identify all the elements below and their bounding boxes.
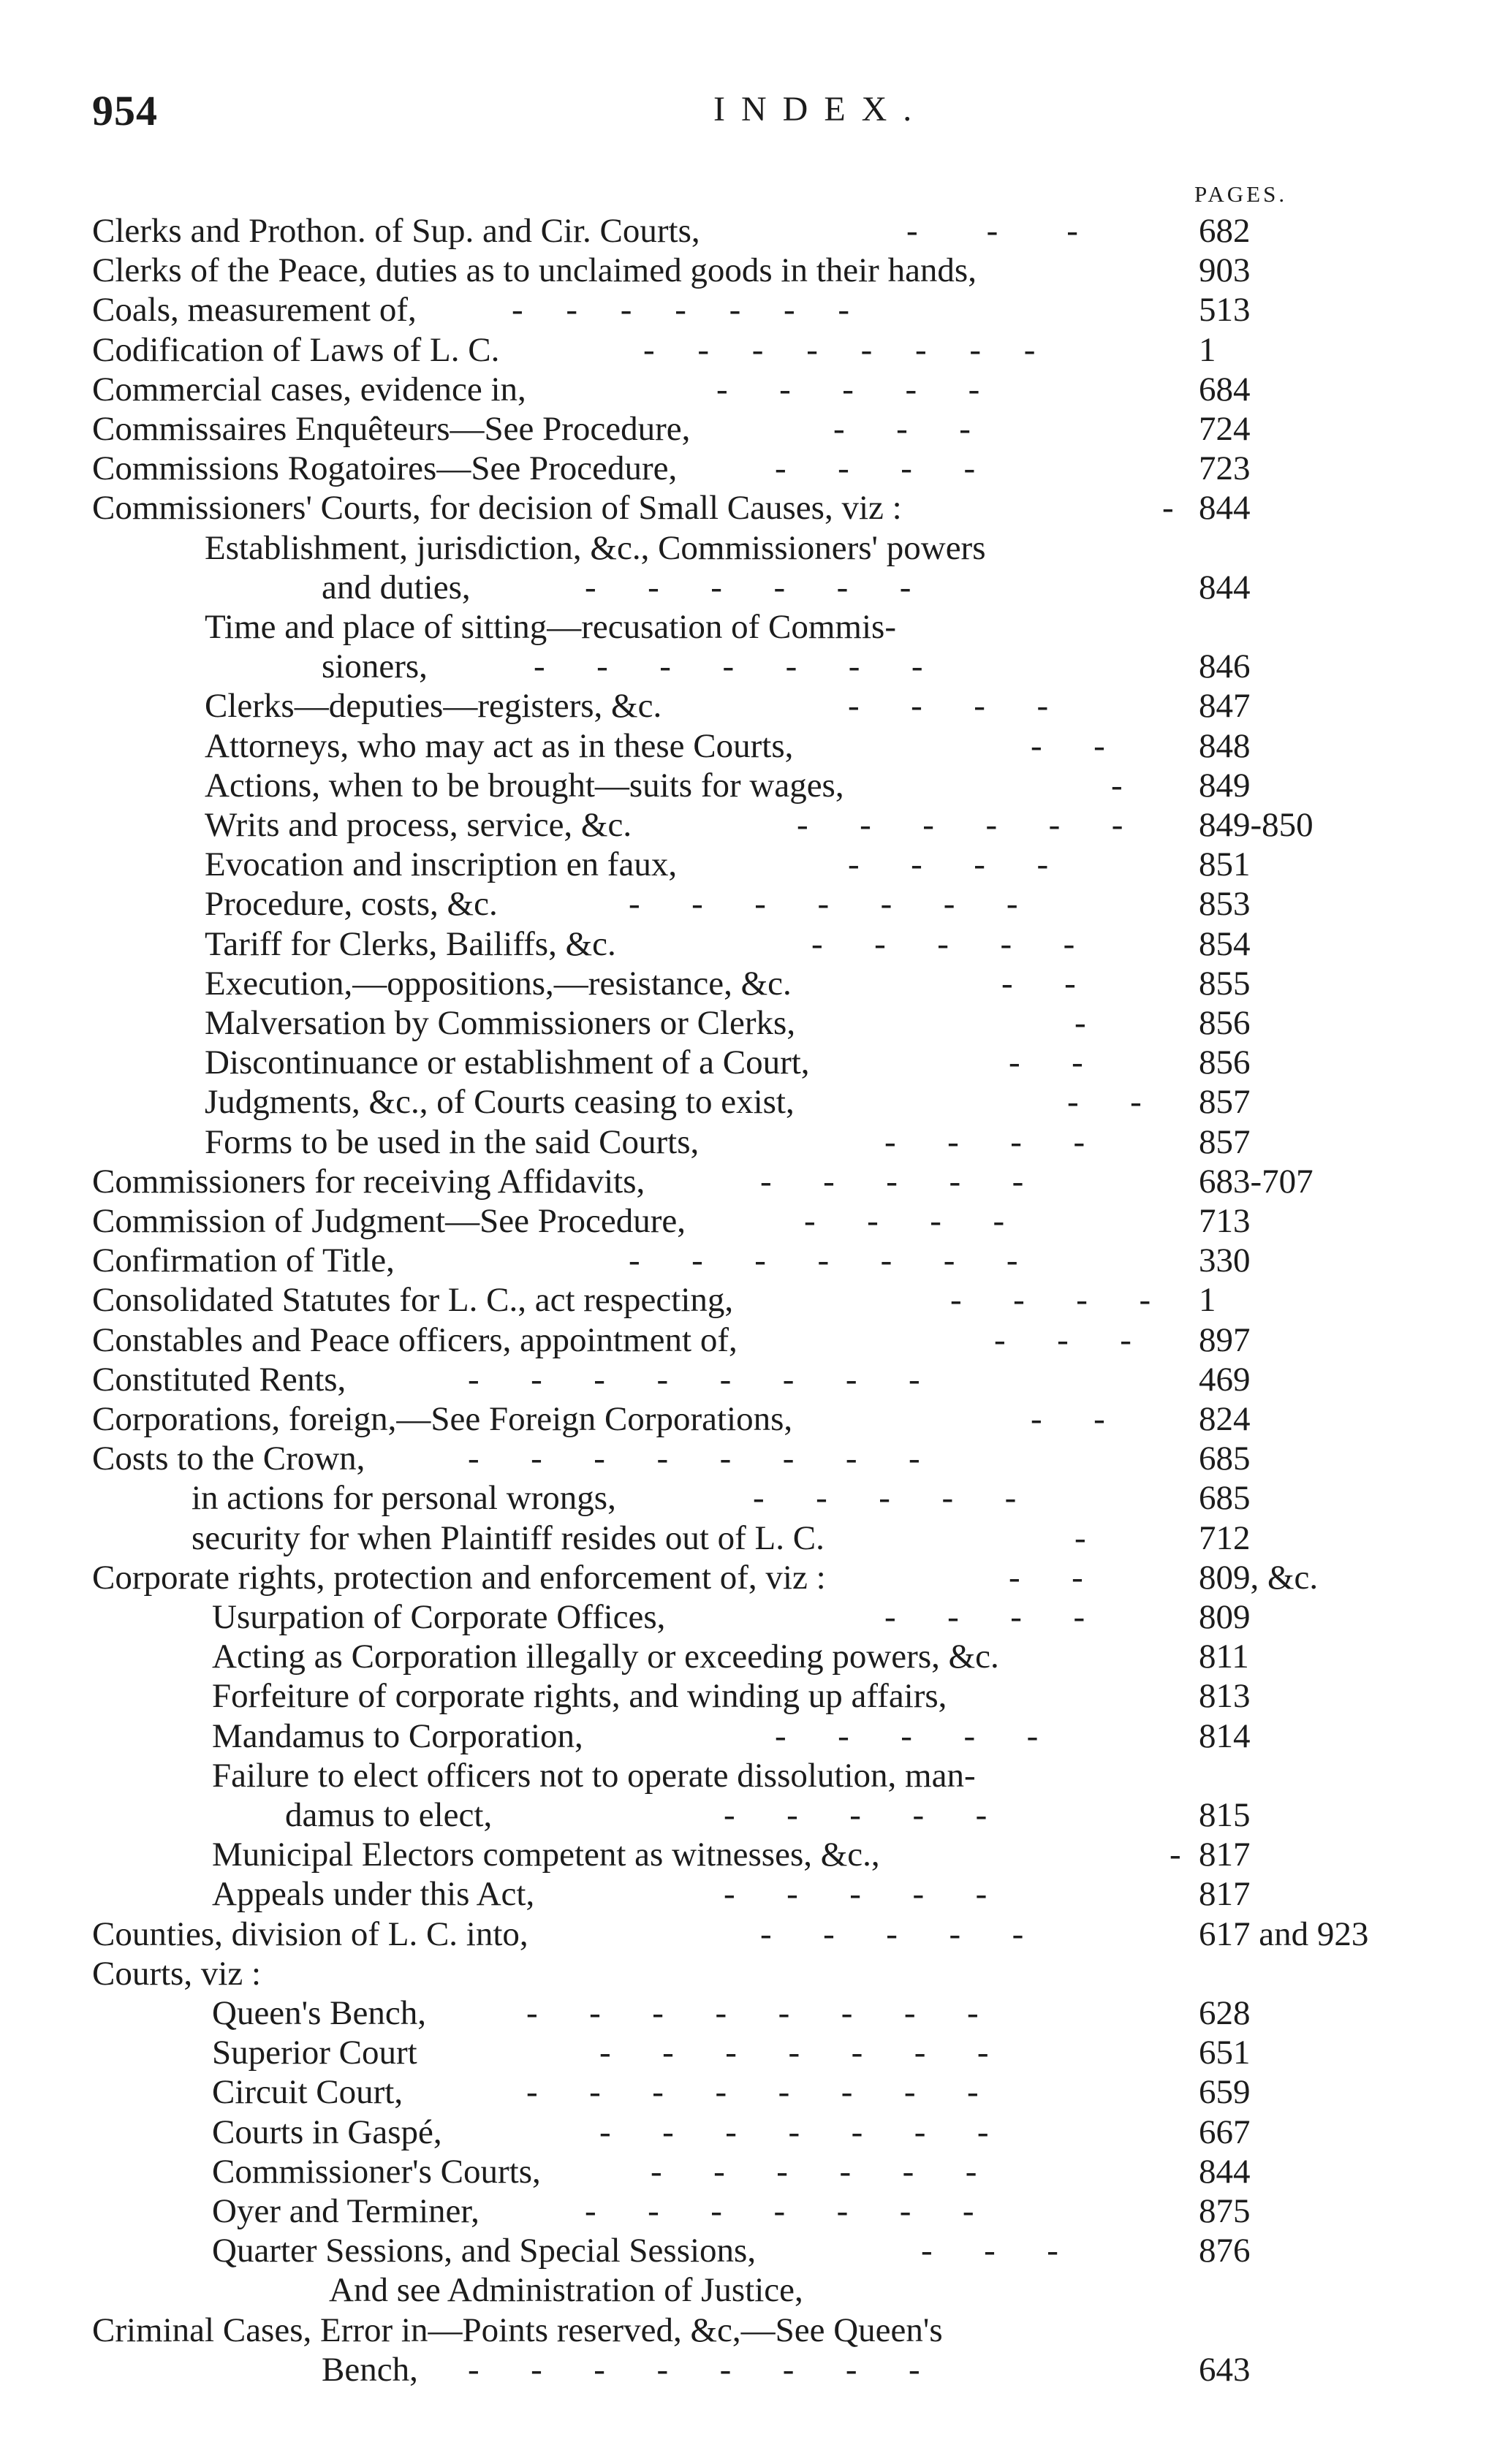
- index-entry: [0, 1875, 1486, 1913]
- entry-leader-dashes: - - - - -: [775, 1716, 1039, 1755]
- entry-text: sioners,: [322, 647, 428, 686]
- index-entry: [0, 1440, 1486, 1478]
- entry-page-reference: 847: [1199, 687, 1251, 726]
- index-entry: [0, 2271, 1486, 2309]
- entry-text: Quarter Sessions, and Special Sessions,: [212, 2232, 757, 2270]
- index-entry: [0, 1717, 1486, 1755]
- entry-leader-dashes: - - - -: [950, 1281, 1151, 1320]
- entry-text: Courts in Gaspé,: [212, 2113, 442, 2151]
- entry-leader-dashes: - - - - - - - -: [643, 330, 1036, 369]
- entry-text: Counties, division of L. C. into,: [92, 1914, 528, 1953]
- entry-text: Usurpation of Corporate Offices,: [212, 1598, 666, 1636]
- entry-page-reference: 876: [1199, 2232, 1251, 2270]
- entry-text: Commissaires Enquêteurs—See Procedure,: [92, 410, 691, 448]
- entry-leader-dashes: - - - - - -: [585, 568, 911, 607]
- index-entry: [0, 1123, 1486, 1161]
- index-entry: [0, 2034, 1486, 2072]
- entry-leader-dashes: - - - - -: [724, 1875, 987, 1914]
- entry-text: Bench,: [322, 2350, 418, 2389]
- entry-leader-dashes: - - - - - - -: [585, 2192, 974, 2230]
- entry-page-reference: 844: [1199, 2152, 1251, 2191]
- entry-leader-dashes: -: [1162, 489, 1174, 528]
- index-entry: [0, 1202, 1486, 1240]
- entry-page-reference: 856: [1199, 1043, 1251, 1082]
- entry-text: Forms to be used in the said Courts,: [205, 1122, 700, 1161]
- entry-text: Malversation by Commissioners or Clerks,: [205, 1004, 796, 1042]
- index-entry: [0, 687, 1486, 725]
- entry-leader-dashes: - - - - -: [760, 1162, 1024, 1201]
- entry-page-reference: 813: [1199, 1677, 1251, 1716]
- entry-leader-dashes: - - -: [921, 2232, 1058, 2270]
- entry-text: Codification of Laws of L. C.: [92, 330, 500, 369]
- index-entry: [0, 885, 1486, 923]
- entry-text: Establishment, jurisdiction, &c., Commissioners' powers: [205, 528, 986, 567]
- entry-leader-dashes: - - - - - -: [797, 806, 1123, 844]
- entry-page-reference: 848: [1199, 726, 1251, 765]
- entry-text: And see Administration of Justice,: [329, 2271, 803, 2310]
- entry-text: Failure to elect officers not to operate dissolution, man-: [212, 1756, 976, 1795]
- entry-page-reference: 469: [1199, 1360, 1251, 1399]
- entry-leader-dashes: - -: [1031, 1400, 1105, 1438]
- entry-leader-dashes: - - - - - - -: [599, 2113, 989, 2151]
- entry-leader-dashes: - - - - - - - -: [526, 1994, 979, 2032]
- entry-page-reference: 817: [1199, 1836, 1251, 1874]
- entry-text: Commissioner's Courts,: [212, 2152, 541, 2191]
- entry-text: Mandamus to Corporation,: [212, 1716, 583, 1755]
- index-entry: [0, 647, 1486, 685]
- entry-page-reference: 659: [1199, 2073, 1251, 2112]
- index-entry: [0, 1915, 1486, 1953]
- entry-text: Municipal Electors competent as witnesses, &c.,: [212, 1836, 880, 1874]
- entry-page-reference: 875: [1199, 2192, 1251, 2230]
- entry-leader-dashes: - -: [1067, 1083, 1142, 1122]
- index-entry: [0, 489, 1486, 527]
- entry-page-reference: 815: [1199, 1796, 1251, 1834]
- entry-leader-dashes: - - - - - - -: [629, 1241, 1018, 1280]
- entry-text: in actions for personal wrongs,: [192, 1479, 616, 1518]
- index-entry: [0, 251, 1486, 289]
- entry-leader-dashes: - -: [1009, 1558, 1083, 1597]
- index-entry: [0, 608, 1486, 646]
- entry-page-reference: 853: [1199, 885, 1251, 924]
- entry-page-reference: 824: [1199, 1400, 1251, 1438]
- entry-text: security for when Plaintiff resides out of L. C.: [192, 1518, 824, 1557]
- entry-text: Forfeiture of corporate rights, and winding up affairs,: [212, 1677, 947, 1716]
- page-header: [92, 86, 1262, 145]
- index-entry: [0, 370, 1486, 408]
- entry-text: Corporate rights, protection and enforcement of, viz :: [92, 1558, 826, 1597]
- entry-leader-dashes: - - - - - - - -: [526, 2073, 979, 2112]
- entry-leader-dashes: - -: [1031, 726, 1105, 765]
- entry-page-reference: 628: [1199, 1994, 1251, 2032]
- entry-text: Constituted Rents,: [92, 1360, 346, 1399]
- entry-leader-dashes: - - - -: [804, 1202, 1005, 1240]
- index-entry: [0, 1281, 1486, 1319]
- index-entry: [0, 727, 1486, 765]
- entry-text: Judgments, &c., of Courts ceasing to exist,: [205, 1083, 795, 1122]
- entry-text: and duties,: [322, 568, 471, 607]
- entry-page-reference: 651: [1199, 2034, 1251, 2072]
- entry-page-reference: 685: [1199, 1440, 1251, 1478]
- entry-page-reference: 713: [1199, 1202, 1251, 1240]
- entry-leader-dashes: -: [1170, 1836, 1181, 1874]
- entry-page-reference: 854: [1199, 924, 1251, 963]
- entry-text: Criminal Cases, Error in—Points reserved, &c,—See Queen's: [92, 2311, 943, 2349]
- entry-leader-dashes: - - - -: [848, 687, 1049, 726]
- entry-text: Tariff for Clerks, Bailiffs, &c.: [205, 924, 616, 963]
- index-entry: [0, 1400, 1486, 1438]
- entry-leader-dashes: - - - - - - -: [599, 2034, 989, 2072]
- entry-text: Costs to the Crown,: [92, 1440, 365, 1478]
- index-entry: [0, 212, 1486, 250]
- entry-text: Actions, when to be brought—suits for wages,: [205, 766, 844, 805]
- entry-text: Courts, viz :: [92, 1954, 262, 1993]
- entry-leader-dashes: - - - - - - -: [629, 885, 1018, 924]
- entry-leader-dashes: - - -: [833, 410, 971, 448]
- entry-leader-dashes: - - - - -: [724, 1796, 987, 1834]
- entry-text: Procedure, costs, &c.: [205, 885, 498, 924]
- entry-page-reference: 814: [1199, 1716, 1251, 1755]
- index-entry: [0, 1598, 1486, 1636]
- index-entry: [0, 1836, 1486, 1874]
- index-entry: [0, 1757, 1486, 1795]
- entry-leader-dashes: -: [1074, 1518, 1086, 1557]
- entry-page-reference: 897: [1199, 1320, 1251, 1359]
- index-entry: [0, 569, 1486, 607]
- entry-page-reference: 683-707: [1199, 1162, 1313, 1201]
- entry-page-reference: 723: [1199, 449, 1251, 488]
- entry-page-reference: 849-850: [1199, 806, 1313, 844]
- index-entry: [0, 1321, 1486, 1359]
- entry-page-reference: 513: [1199, 291, 1251, 330]
- entry-leader-dashes: - - - - -: [716, 370, 980, 408]
- index-entry: [0, 1796, 1486, 1834]
- index-entry: [0, 1241, 1486, 1279]
- index-entry: [0, 2232, 1486, 2270]
- entry-leader-dashes: - - - - - - -: [534, 647, 923, 686]
- entry-text: Corporations, foreign,—See Foreign Corporations,: [92, 1400, 793, 1438]
- entry-page-reference: 817: [1199, 1875, 1251, 1914]
- index-entry: [0, 449, 1486, 487]
- entry-page-reference: 851: [1199, 845, 1251, 884]
- index-entry: [0, 806, 1486, 844]
- entry-leader-dashes: - - - -: [848, 845, 1049, 884]
- entry-page-reference: 330: [1199, 1241, 1251, 1280]
- entry-page-reference: 903: [1199, 251, 1251, 290]
- page-number: 954: [92, 87, 158, 134]
- entry-text: Commissions Rogatoires—See Procedure,: [92, 449, 678, 488]
- entry-text: Attorneys, who may act as in these Courts,: [205, 726, 794, 765]
- entry-text: Clerks—deputies—registers, &c.: [205, 687, 662, 726]
- index-entry: [0, 1955, 1486, 1993]
- index-entry: [0, 965, 1486, 1003]
- index-entry: [0, 767, 1486, 805]
- entry-page-reference: 844: [1199, 489, 1251, 528]
- entry-text: Appeals under this Act,: [212, 1875, 535, 1914]
- index-entry: [0, 1479, 1486, 1517]
- entry-text: damus to elect,: [285, 1796, 493, 1834]
- index-entry: [0, 1677, 1486, 1715]
- entry-leader-dashes: -: [1074, 1004, 1086, 1042]
- index-entry: [0, 1043, 1486, 1081]
- index-entry: [0, 2073, 1486, 2111]
- entry-page-reference: 682: [1199, 212, 1251, 250]
- entry-text: Time and place of sitting—recusation of Commis-: [205, 608, 896, 646]
- index-entry: [0, 2113, 1486, 2151]
- entry-text: Commission of Judgment—See Procedure,: [92, 1202, 686, 1240]
- entry-text: Commissioners' Courts, for decision of Small Causes, viz :: [92, 489, 902, 528]
- entry-page-reference: 856: [1199, 1004, 1251, 1042]
- index-entry: [0, 1994, 1486, 2032]
- entry-page-reference: 849: [1199, 766, 1251, 805]
- index-entry: [0, 1638, 1486, 1676]
- entry-text: Superior Court: [212, 2034, 417, 2072]
- entry-page-reference: 685: [1199, 1479, 1251, 1518]
- index-entry: [0, 1559, 1486, 1597]
- index-entry: [0, 2311, 1486, 2349]
- entry-page-reference: 1: [1199, 330, 1216, 369]
- entry-page-reference: 667: [1199, 2113, 1251, 2151]
- index-entry: [0, 2153, 1486, 2191]
- entry-leader-dashes: - - - - - -: [651, 2152, 977, 2191]
- entry-leader-dashes: - - - - -: [760, 1914, 1024, 1953]
- entry-leader-dashes: - - -: [994, 1320, 1131, 1359]
- entry-text: Coals, measurement of,: [92, 291, 417, 330]
- pages-column-heading: PAGES.: [1194, 181, 1288, 207]
- index-entry: [0, 2192, 1486, 2230]
- entry-text: Queen's Bench,: [212, 1994, 426, 2032]
- entry-text: Constables and Peace officers, appointment of,: [92, 1320, 738, 1359]
- entry-leader-dashes: - - - - - - -: [512, 291, 850, 330]
- entry-page-reference: 1: [1199, 1281, 1216, 1320]
- entry-leader-dashes: - - - -: [775, 449, 976, 488]
- entry-page-reference: 846: [1199, 647, 1251, 686]
- entry-page-reference: 857: [1199, 1083, 1251, 1122]
- entry-leader-dashes: - - - - - - - -: [468, 1440, 920, 1478]
- entry-text: Circuit Court,: [212, 2073, 403, 2112]
- entry-page-reference: 684: [1199, 370, 1251, 408]
- entry-text: Commissioners for receiving Affidavits,: [92, 1162, 645, 1201]
- entry-text: Acting as Corporation illegally or exceeding powers, &c.: [212, 1638, 999, 1676]
- entry-page-reference: 809: [1199, 1598, 1251, 1636]
- index-entry: [0, 1519, 1486, 1557]
- entry-page-reference: 809, &c.: [1199, 1558, 1319, 1597]
- entry-leader-dashes: - - - -: [884, 1122, 1085, 1161]
- entry-page-reference: 724: [1199, 410, 1251, 448]
- index-entry: [0, 1083, 1486, 1121]
- index-entry: [0, 1361, 1486, 1399]
- index-entry: [0, 925, 1486, 963]
- entry-text: Oyer and Terminer,: [212, 2192, 479, 2230]
- entry-page-reference: 811: [1199, 1638, 1249, 1676]
- entry-leader-dashes: - - - - - - - -: [468, 1360, 920, 1399]
- entry-page-reference: 712: [1199, 1518, 1251, 1557]
- entry-leader-dashes: - - -: [906, 212, 1078, 250]
- entry-page-reference: 844: [1199, 568, 1251, 607]
- index-entry: [0, 845, 1486, 883]
- entry-text: Consolidated Statutes for L. C., act respecting,: [92, 1281, 734, 1320]
- entry-page-reference: 855: [1199, 964, 1251, 1003]
- entry-leader-dashes: - -: [1001, 964, 1076, 1003]
- entry-text: Evocation and inscription en faux,: [205, 845, 678, 884]
- entry-leader-dashes: - - - - - - - -: [468, 2350, 920, 2389]
- index-entry: [0, 291, 1486, 329]
- entry-text: Writs and process, service, &c.: [205, 806, 632, 844]
- entry-text: Commercial cases, evidence in,: [92, 370, 526, 408]
- index-entry: [0, 331, 1486, 369]
- entry-leader-dashes: - - - -: [884, 1598, 1085, 1636]
- entry-text: Confirmation of Title,: [92, 1241, 395, 1280]
- running-title: INDEX.: [713, 90, 928, 129]
- index-entry: [0, 2351, 1486, 2389]
- entry-page-reference: 857: [1199, 1122, 1251, 1161]
- entry-text: Discontinuance or establishment of a Court,: [205, 1043, 810, 1082]
- entry-text: Clerks of the Peace, duties as to unclaimed goods in their hands,: [92, 251, 977, 290]
- entry-leader-dashes: - - - - -: [753, 1479, 1017, 1518]
- index-entry: [0, 529, 1486, 567]
- entry-page-reference: 617 and 923: [1199, 1914, 1369, 1953]
- entry-text: Execution,—oppositions,—resistance, &c.: [205, 964, 792, 1003]
- entry-leader-dashes: - - - - -: [811, 924, 1075, 963]
- entry-leader-dashes: -: [1111, 766, 1123, 805]
- index-entry: [0, 1004, 1486, 1042]
- index-entry: [0, 1163, 1486, 1201]
- entry-text: Clerks and Prothon. of Sup. and Cir. Courts,: [92, 212, 700, 250]
- index-entry: [0, 410, 1486, 448]
- entry-page-reference: 643: [1199, 2350, 1251, 2389]
- entry-leader-dashes: - -: [1009, 1043, 1083, 1082]
